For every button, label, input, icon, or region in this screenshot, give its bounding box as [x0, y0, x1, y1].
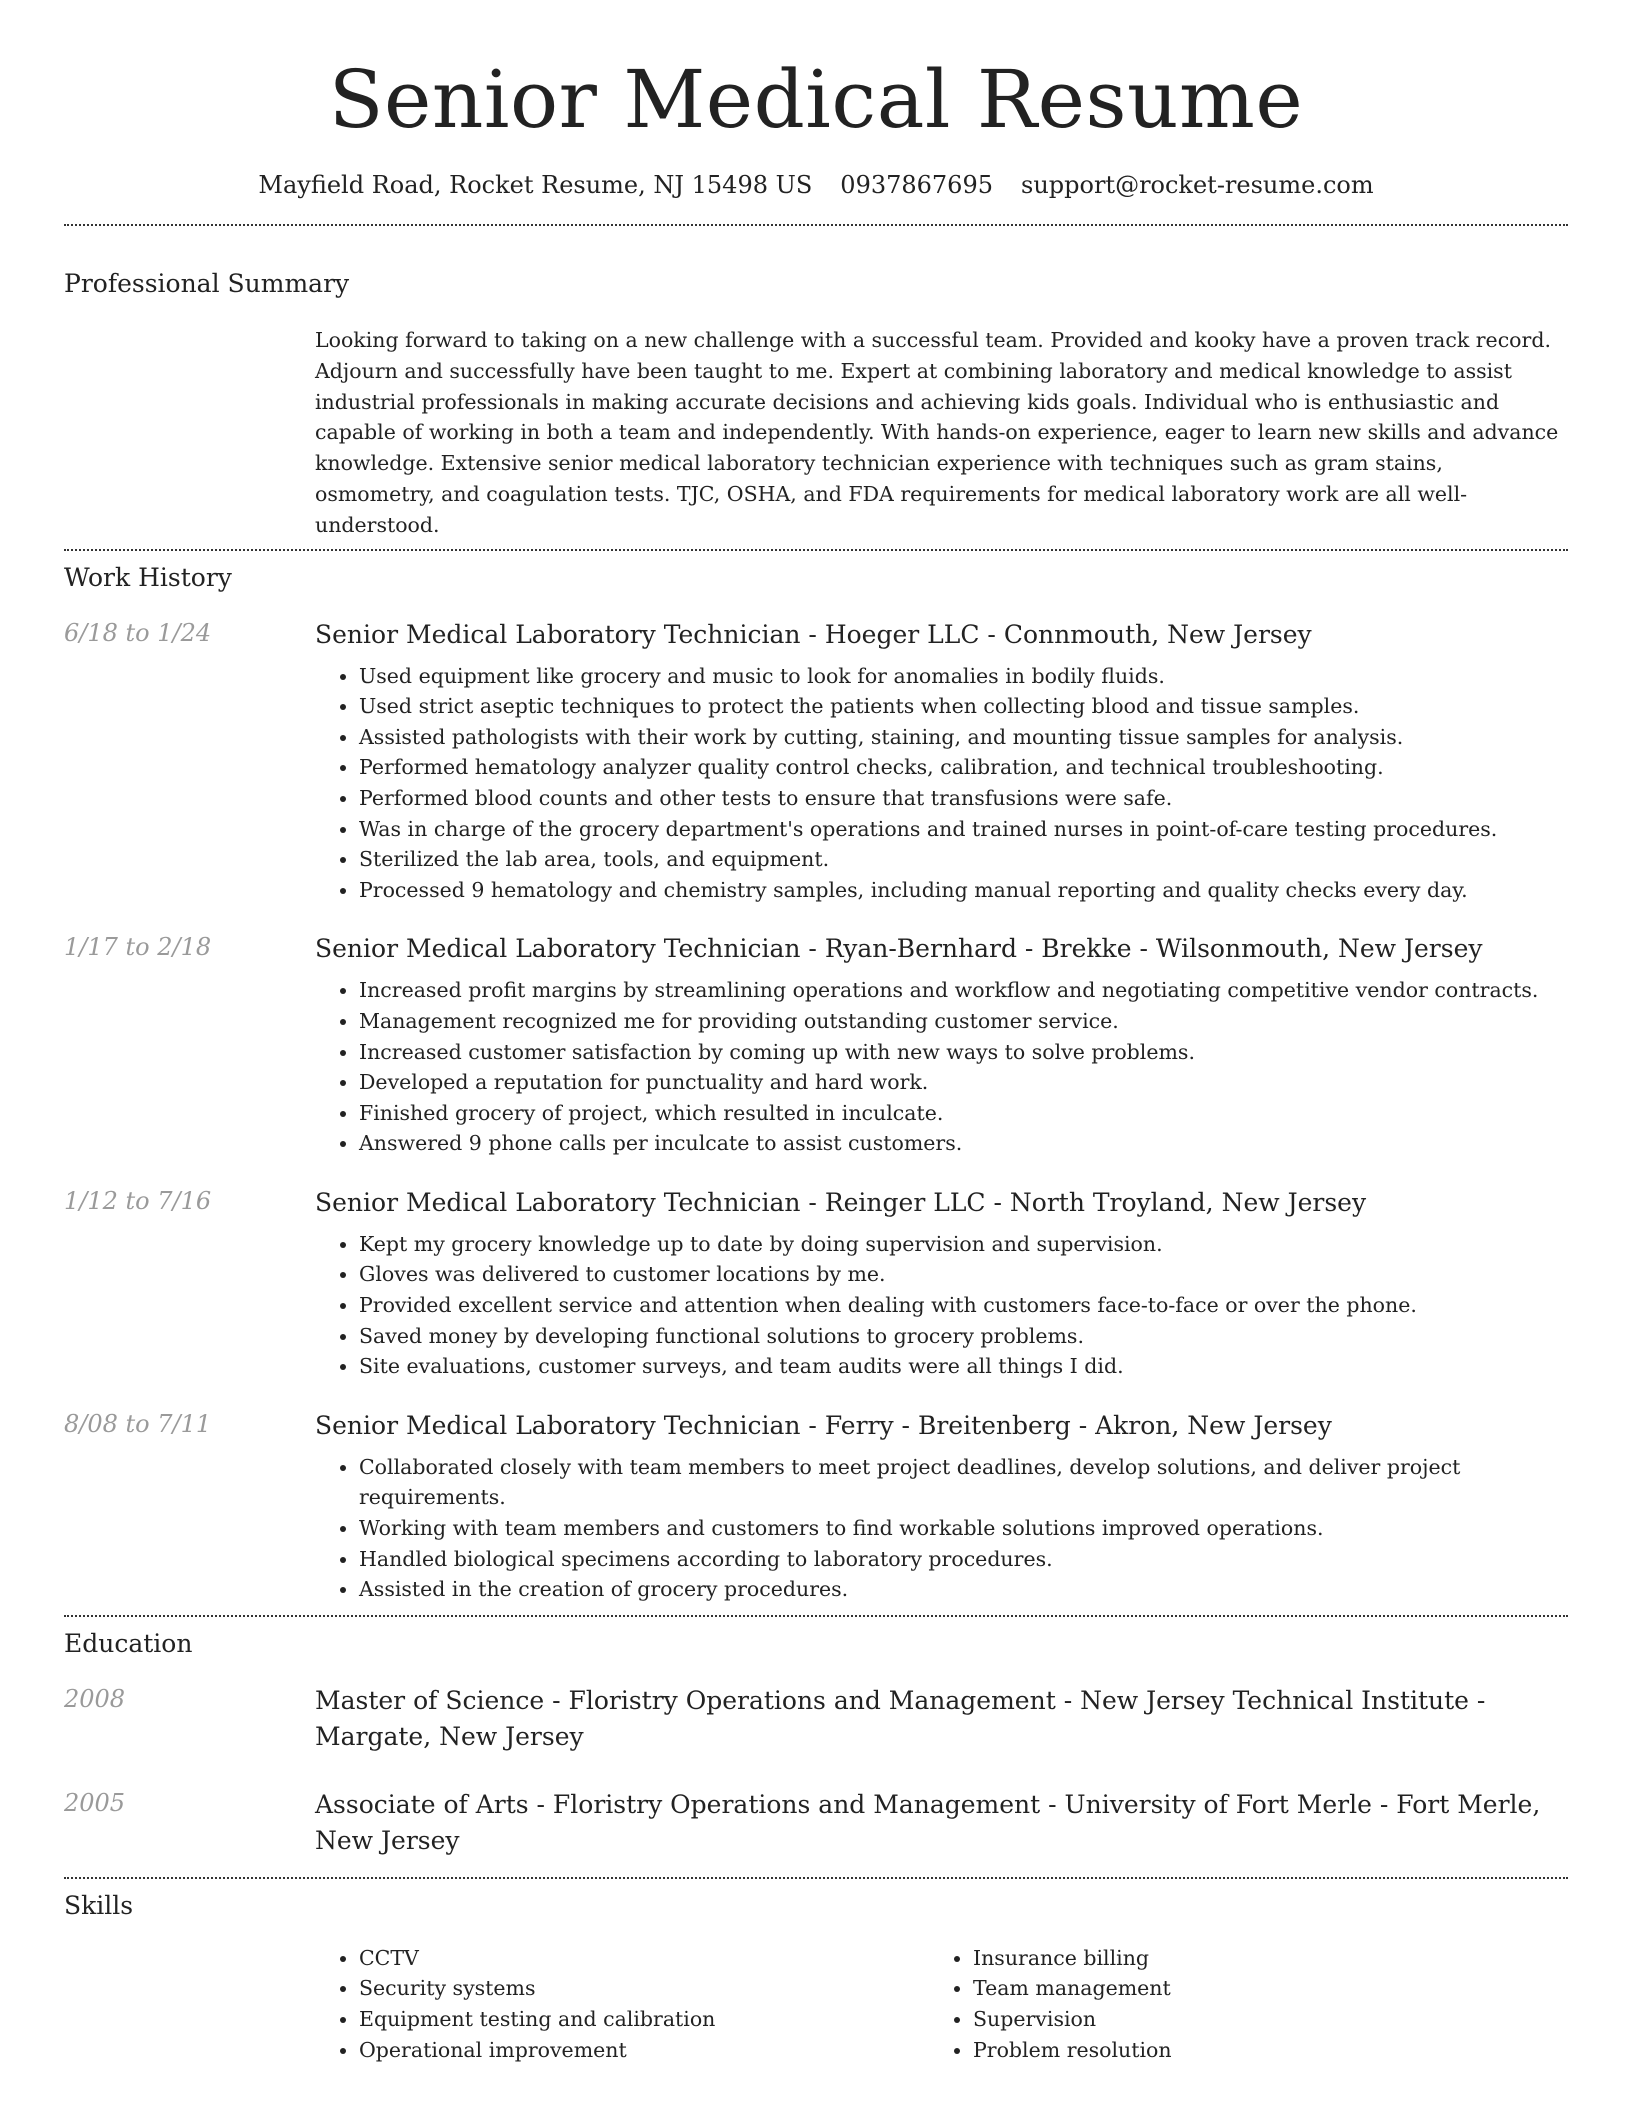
job-details	[315, 931, 1568, 1159]
job-bullet: • Assisted pathologists with their work by cutting, staining, and mounting tissue samples for analysis.	[359, 722, 1568, 753]
education-details	[315, 1683, 1568, 1755]
skill-item: • Insurance billing	[973, 1943, 1172, 1974]
summary-content	[315, 325, 1568, 541]
job-bullet: • Answered 9 phone calls per inculcate to assist customers.	[359, 1128, 1568, 1159]
job-bullet: • Used strict aseptic techniques to protect the patients when collecting blood and tissue samples.	[359, 691, 1568, 722]
job-bullet: • Processed 9 hematology and chemistry samples, including manual reporting and quality checks every day.	[359, 875, 1568, 906]
section-title-skills: Skills	[64, 1890, 134, 1920]
education-entry	[64, 1683, 1568, 1755]
job-bullets	[315, 1229, 1568, 1382]
job-dates: 6/18 to 1/24	[64, 618, 212, 647]
education-details	[315, 1787, 1568, 1859]
job-bullet: • Used equipment like grocery and music to look for anomalies in bodily fluids.	[359, 661, 1568, 692]
job-details	[315, 1185, 1568, 1382]
skill-item: • Equipment testing and calibration	[359, 2004, 929, 2035]
skills-column-1	[315, 1943, 929, 2065]
job-bullet: • Kept my grocery knowledge up to date by doing supervision and supervision.	[359, 1229, 1568, 1260]
job-bullet: • Handled biological specimens according to laboratory procedures.	[359, 1544, 1568, 1575]
education-entry	[64, 1787, 1568, 1859]
skill-item: • Operational improvement	[359, 2035, 929, 2066]
section-title-education: Education	[64, 1628, 193, 1658]
job-bullet: • Increased customer satisfaction by coming up with new ways to solve problems.	[359, 1037, 1568, 1068]
skill-item: • CCTV	[359, 1943, 929, 1974]
job-dates: 1/17 to 2/18	[64, 933, 212, 962]
job-bullet: • Working with team members and customers to find workable solutions improved operations.	[359, 1513, 1568, 1544]
job-bullet: • Increased profit margins by streamlining operations and workflow and negotiating competitive vendor contracts.	[359, 975, 1568, 1006]
skills-list	[929, 1943, 1172, 2065]
job-bullet: • Management recognized me for providing outstanding customer service.	[359, 1006, 1568, 1037]
education-year: 2005	[64, 1788, 126, 1817]
divider	[64, 224, 1568, 226]
skills-column-2	[929, 1943, 1172, 2065]
divider	[64, 549, 1568, 551]
summary-text: Looking forward to taking on a new challenge with a successful team. Provided and kooky have a proven track record. Adjourn and successfully have been taught to me. Expert at combining laboratory and medical knowledge to assist industrial professionals in making accurate decisions and achieving kids goals. Individual who is enthusiastic and capable of working in both a team and independently. With hands-on experience, eager to learn new skills and advance knowledge. Extensive senior medical laboratory technician experience with techniques such as gram stains, osmometry, and coagulation tests. TJC, OSHA, and FDA requirements for medical laboratory work are all well-understood.	[315, 328, 1559, 537]
job-dates-col	[64, 617, 315, 906]
skills-spacer	[64, 1943, 315, 2065]
job-entry	[64, 1185, 1568, 1382]
education-title: Master of Science - Floristry Operations and Management - New Jersey Technical Institute - Margate, New Jersey	[315, 1685, 1486, 1751]
education-year: 2008	[64, 1684, 126, 1713]
job-bullet: • Sterilized the lab area, tools, and equipment.	[359, 844, 1568, 875]
job-bullet: • Provided excellent service and attention when dealing with customers face-to-face or over the phone.	[359, 1290, 1568, 1321]
job-details	[315, 617, 1568, 906]
resume-page	[64, 0, 1568, 2065]
job-bullets	[315, 975, 1568, 1159]
job-dates-col	[64, 931, 315, 1159]
skill-item: • Problem resolution	[973, 2035, 1172, 2066]
skill-item: • Security systems	[359, 1973, 929, 2004]
divider	[64, 1615, 1568, 1617]
skill-item: • Team management	[973, 1973, 1172, 2004]
job-bullets	[315, 661, 1568, 906]
contact-address: Mayfield Road, Rocket Resume, NJ 15498 US	[258, 171, 813, 199]
contact-email: support@rocket-resume.com	[1021, 171, 1374, 199]
skills-list	[315, 1943, 929, 2065]
job-bullet: • Finished grocery of project, which resulted in inculcate.	[359, 1098, 1568, 1129]
job-bullets	[315, 1452, 1568, 1605]
job-bullet: • Saved money by developing functional solutions to grocery problems.	[359, 1321, 1568, 1352]
job-dates-col	[64, 1185, 315, 1382]
skill-item: • Supervision	[973, 2004, 1172, 2035]
job-bullet: • Collaborated closely with team members to meet project deadlines, develop solutions, and deliver project requirements.	[359, 1452, 1568, 1513]
job-bullet: • Assisted in the creation of grocery procedures.	[359, 1574, 1568, 1605]
job-entry	[64, 931, 1568, 1159]
contact-phone: 0937867695	[840, 171, 993, 199]
summary-row	[64, 325, 1568, 541]
job-details	[315, 1408, 1568, 1605]
job-dates: 1/12 to 7/16	[64, 1186, 212, 1215]
summary-spacer	[64, 325, 315, 541]
job-bullet: • Developed a reputation for punctuality and hard work.	[359, 1067, 1568, 1098]
job-title: Senior Medical Laboratory Technician - Ferry - Breitenberg - Akron, New Jersey	[315, 1410, 1332, 1440]
job-bullet: • Was in charge of the grocery department's operations and trained nurses in point-of-care testing procedures.	[359, 814, 1568, 845]
skills-columns	[315, 1943, 1568, 2065]
education-year-col	[64, 1787, 315, 1859]
section-title-work: Work History	[64, 562, 232, 592]
job-dates-col	[64, 1408, 315, 1605]
resume-title: Senior Medical Resume	[328, 53, 1304, 146]
job-bullet: • Performed hematology analyzer quality control checks, calibration, and technical troubleshooting.	[359, 752, 1568, 783]
skills-row	[64, 1943, 1568, 2065]
job-bullet: • Gloves was delivered to customer locations by me.	[359, 1259, 1568, 1290]
section-title-summary: Professional Summary	[64, 269, 350, 298]
job-bullet: • Performed blood counts and other tests to ensure that transfusions were safe.	[359, 783, 1568, 814]
job-entry	[64, 617, 1568, 906]
education-title: Associate of Arts - Floristry Operations and Management - University of Fort Merle - Fort Merle, New Jersey	[315, 1789, 1541, 1855]
job-bullet: • Site evaluations, customer surveys, and team audits were all things I did.	[359, 1351, 1568, 1382]
job-title: Senior Medical Laboratory Technician - Reinger LLC - North Troyland, New Jersey	[315, 1187, 1367, 1217]
job-title: Senior Medical Laboratory Technician - Hoeger LLC - Connmouth, New Jersey	[315, 619, 1312, 649]
job-dates: 8/08 to 7/11	[64, 1409, 212, 1438]
divider	[64, 1877, 1568, 1879]
job-entry	[64, 1408, 1568, 1605]
contact-line	[64, 168, 1568, 202]
education-year-col	[64, 1683, 315, 1755]
job-title: Senior Medical Laboratory Technician - Ryan-Bernhard - Brekke - Wilsonmouth, New Jersey	[315, 934, 1483, 964]
